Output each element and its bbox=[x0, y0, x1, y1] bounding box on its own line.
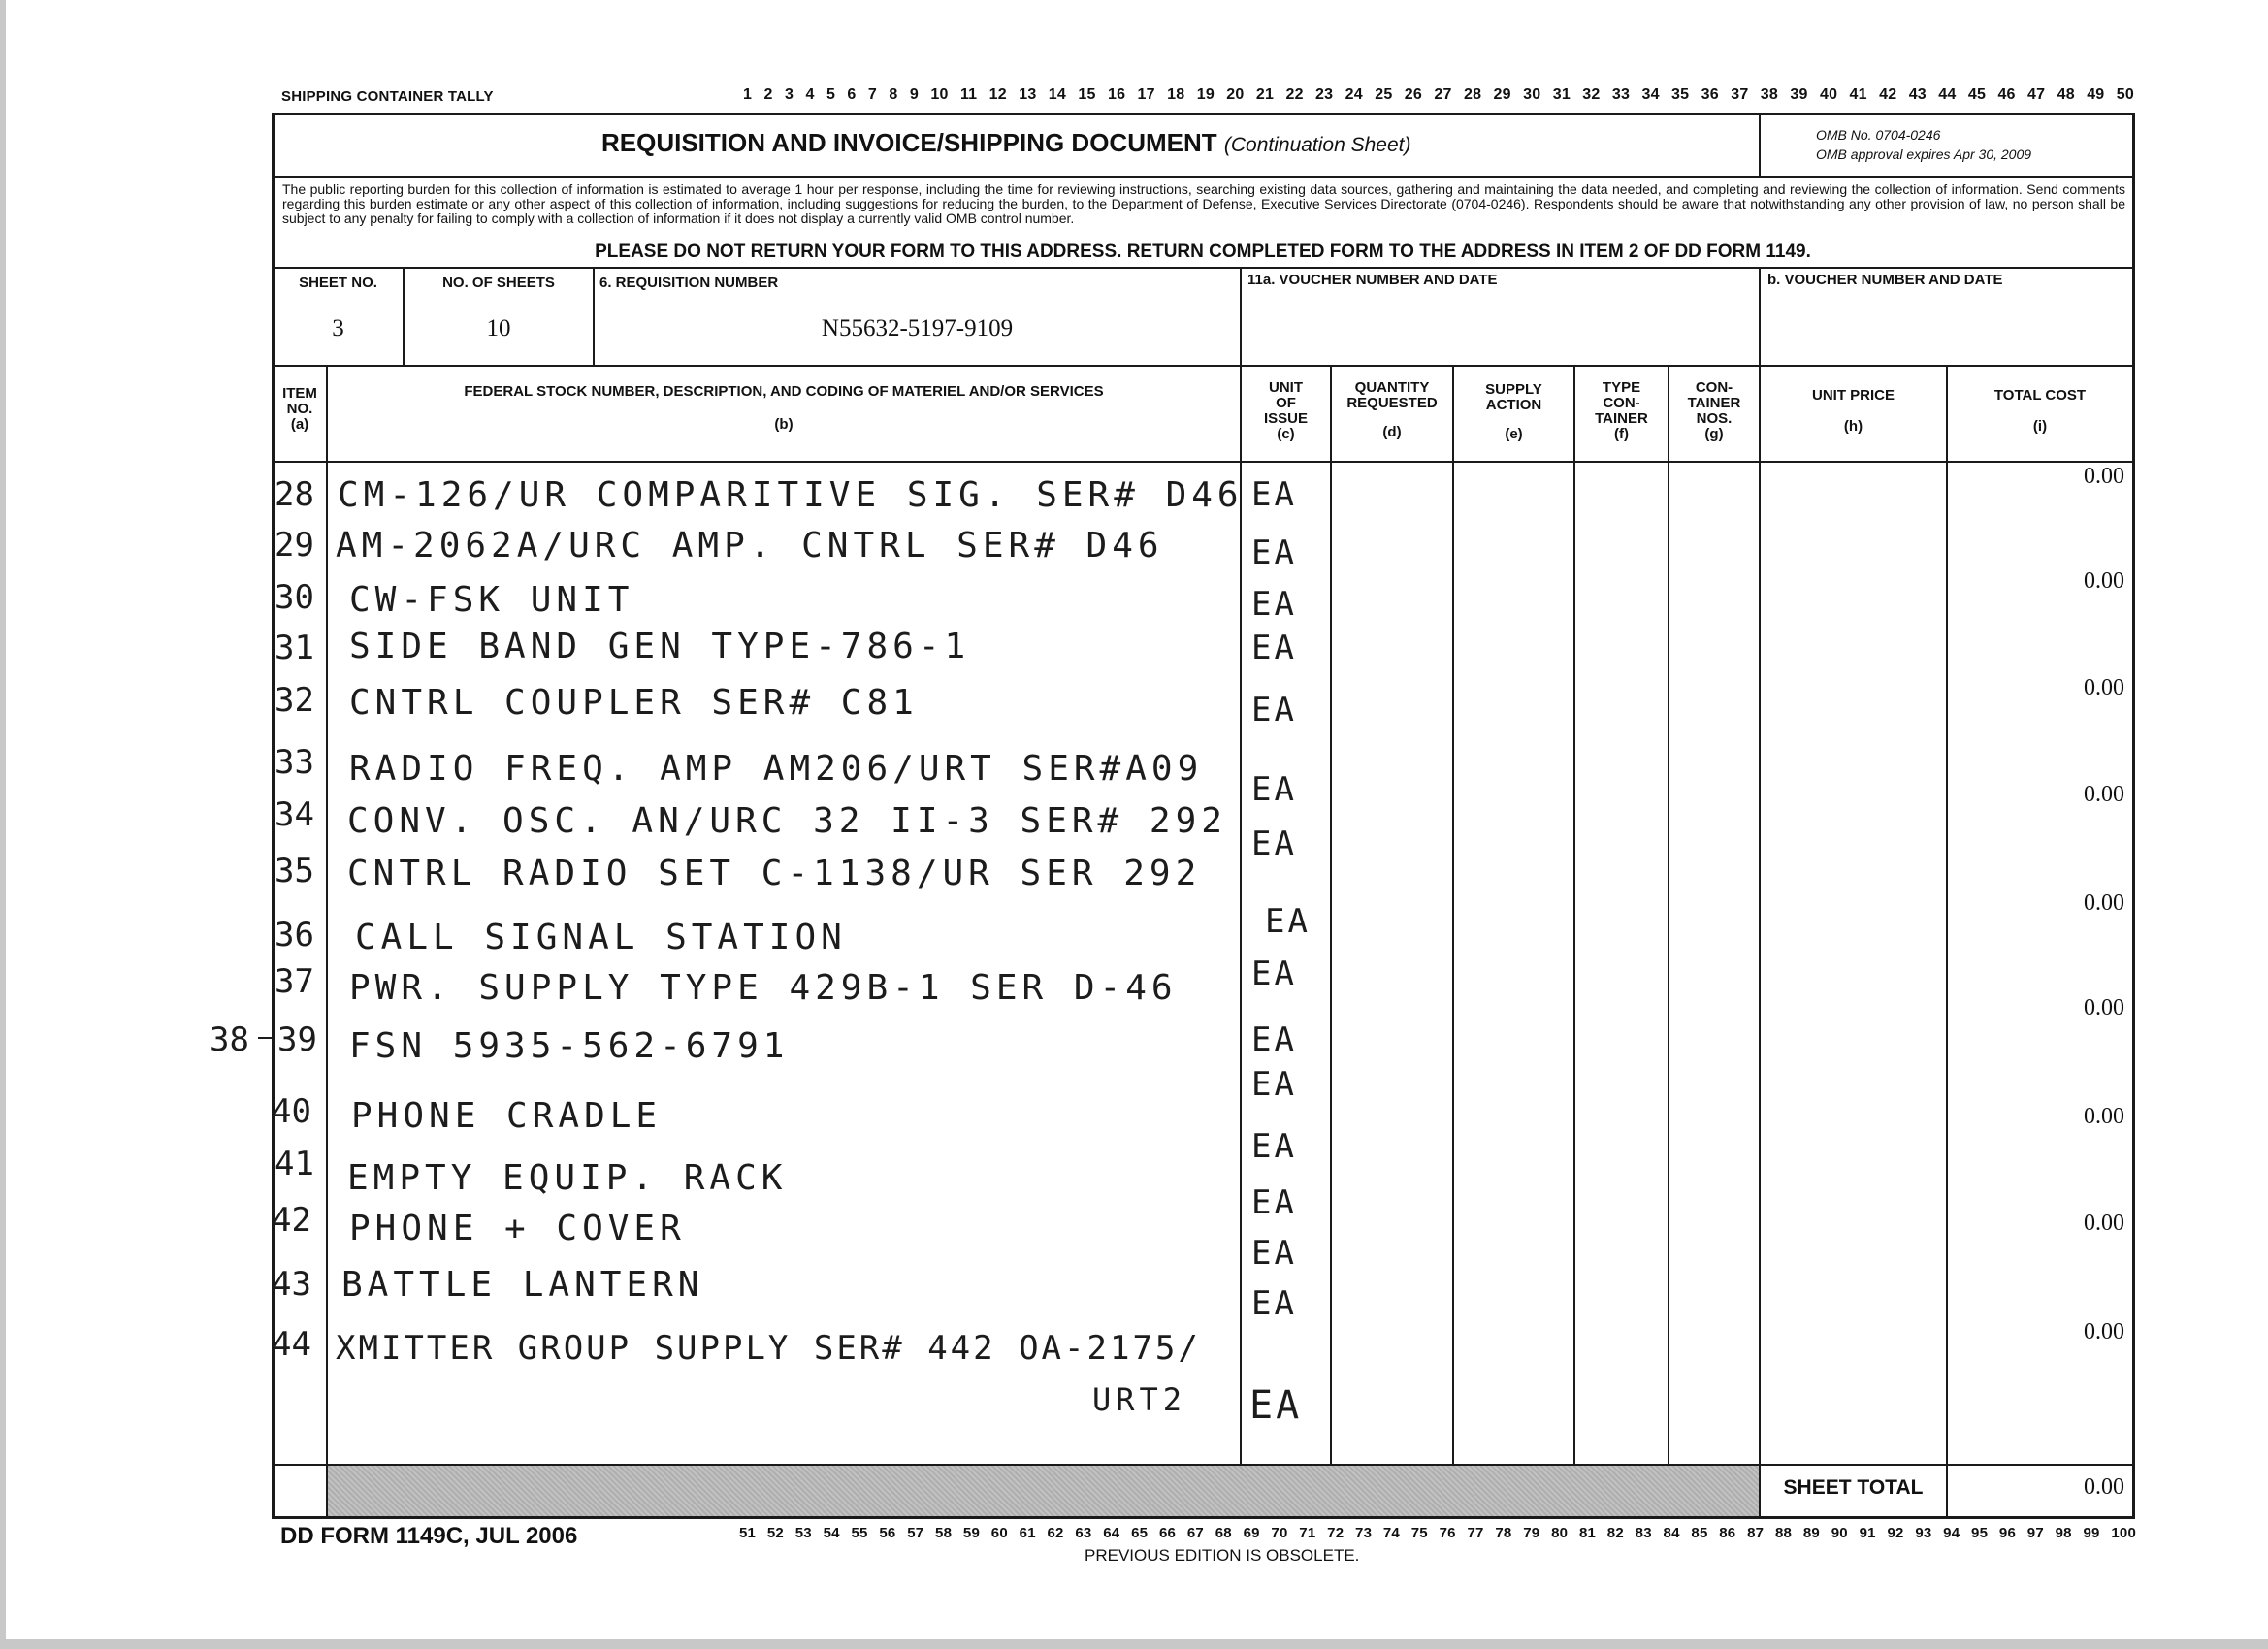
item-unit: EA bbox=[1251, 691, 1297, 729]
total-cost-value: 0.00 bbox=[2084, 568, 2124, 594]
item-description: CALL SIGNAL STATION bbox=[355, 918, 847, 957]
total-cost-value: 0.00 bbox=[2084, 1211, 2124, 1236]
col-header-quantity: QUANTITY REQUESTED (d) bbox=[1346, 379, 1438, 440]
col-header-type-container: TYPE CON- TAINER (f) bbox=[1595, 379, 1648, 442]
item-description: RADIO FREQ. AMP AM206/URT SER#A09 bbox=[349, 749, 1204, 789]
margin-note: 38 bbox=[210, 1020, 249, 1059]
item-description: PHONE CRADLE bbox=[351, 1096, 663, 1136]
item-no: 41 bbox=[275, 1145, 314, 1183]
total-cost-value: 0.00 bbox=[2084, 675, 2124, 700]
total-cost-value: 0.00 bbox=[2084, 1319, 2124, 1344]
no-of-sheets-label: NO. OF SHEETS bbox=[442, 275, 555, 291]
item-unit: EA bbox=[1251, 629, 1297, 667]
total-cost-value: 0.00 bbox=[2084, 1104, 2124, 1129]
sheet-total-value: 0.00 bbox=[2084, 1474, 2124, 1500]
no-of-sheets-value: 10 bbox=[486, 315, 511, 341]
form-id: DD FORM 1149C, JUL 2006 bbox=[280, 1523, 578, 1549]
sheet-no-value: 3 bbox=[332, 315, 344, 341]
tally-bottom-numbers: 51 52 53 54 55 56 57 58 59 60 61 62 63 64 65 66 67 68 69 70 71 72 73 74 75 76 77 78 79 80 81 82 83 84 85 86 87 88 89 90 91 92 93 94 95 96 97 98 99 100 bbox=[739, 1525, 2136, 1541]
item-description: SIDE BAND GEN TYPE-786-1 bbox=[349, 627, 971, 666]
col-header-unit-of-issue: UNIT OF ISSUE (c) bbox=[1263, 379, 1308, 442]
shipping-container-tally-label: SHIPPING CONTAINER TALLY bbox=[281, 88, 494, 105]
total-cost-value: 0.00 bbox=[2084, 890, 2124, 916]
item-unit: EA bbox=[1251, 770, 1297, 809]
item-no: 40 bbox=[272, 1092, 311, 1131]
item-description: PHONE + COVER bbox=[349, 1209, 686, 1248]
item-description: CM-126/UR COMPARITIVE SIG. SER# D46 bbox=[338, 475, 1244, 515]
item-no: 30 bbox=[275, 578, 314, 617]
item-description: CW-FSK UNIT bbox=[349, 580, 634, 620]
col-header-description: FEDERAL STOCK NUMBER, DESCRIPTION, AND CODING OF MATERIEL AND/OR SERVICES (b) bbox=[464, 383, 1104, 433]
shaded-area bbox=[328, 1466, 1759, 1516]
item-no: 36 bbox=[275, 916, 314, 954]
previous-edition-notice: PREVIOUS EDITION IS OBSOLETE. bbox=[1085, 1546, 1360, 1565]
voucher-a-label: 11a. VOUCHER NUMBER AND DATE bbox=[1247, 272, 1498, 288]
item-unit: EA bbox=[1251, 824, 1297, 863]
voucher-b-label: b. VOUCHER NUMBER AND DATE bbox=[1767, 272, 2003, 288]
item-unit: EA bbox=[1251, 534, 1297, 572]
omb-number: OMB No. 0704-0246 bbox=[1816, 127, 1941, 143]
col-header-container-nos: CON- TAINER NOS. (g) bbox=[1687, 379, 1741, 442]
col-header-total-cost: TOTAL COST (i) bbox=[1993, 387, 2087, 435]
item-unit: EA bbox=[1251, 585, 1297, 624]
item-no: 39 bbox=[277, 1020, 317, 1059]
item-description: EMPTY EQUIP. RACK bbox=[347, 1158, 788, 1198]
total-cost-value: 0.00 bbox=[2084, 782, 2124, 807]
item-description: CNTRL RADIO SET C-1138/UR SER 292 bbox=[347, 854, 1202, 893]
total-cost-value: 0.00 bbox=[2084, 995, 2124, 1020]
item-description: AM-2062A/URC AMP. CNTRL SER# D46 bbox=[336, 526, 1164, 566]
burden-statement: The public reporting burden for this collection of information is estimated to average 1 hour per response, including the time for reviewing instructions, searching existing data sources, gathering and maintaining the data needed, and completing and reviewing the collection of information. Send comments regarding this burden estimate or any other aspect of this collection of information, including suggestions for reducing the burden, to the Department of Defense, Executive Services Directorate (0704-0246). Respondents should be aware that notwithstanding any other provision of law, no person shall be subject to any penalty for failing to comply with a collection of information if it does not display a currently valid OMB control number. bbox=[282, 181, 2125, 226]
item-unit: EA bbox=[1251, 475, 1297, 514]
item-no: 29 bbox=[275, 526, 314, 565]
scan-edge-bottom bbox=[0, 1639, 2268, 1649]
item-no: 43 bbox=[272, 1265, 311, 1304]
col-header-unit-price: UNIT PRICE (h) bbox=[1811, 387, 1895, 435]
requisition-number-label: 6. REQUISITION NUMBER bbox=[599, 275, 779, 291]
total-cost-value: 0.00 bbox=[2084, 464, 2124, 489]
item-unit: EA bbox=[1251, 1065, 1297, 1104]
item-description: PWR. SUPPLY TYPE 429B-1 SER D-46 bbox=[349, 968, 1178, 1008]
sheet-no-label: SHEET NO. bbox=[299, 275, 377, 291]
item-no: 28 bbox=[275, 475, 314, 514]
requisition-number-value: N55632-5197-9109 bbox=[821, 315, 1014, 341]
item-unit: EA bbox=[1265, 902, 1311, 941]
item-description: URT2 bbox=[1092, 1381, 1187, 1418]
item-description: CONV. OSC. AN/URC 32 II-3 SER# 292 bbox=[347, 801, 1227, 841]
item-unit: EA bbox=[1251, 1284, 1297, 1323]
omb-expiry: OMB approval expires Apr 30, 2009 bbox=[1816, 146, 2032, 162]
item-unit: EA bbox=[1251, 1020, 1297, 1059]
item-no: 37 bbox=[275, 962, 314, 1001]
margin-dash bbox=[258, 1037, 274, 1039]
item-unit: EA bbox=[1249, 1383, 1303, 1428]
item-no: 35 bbox=[275, 852, 314, 890]
item-description: FSN 5935-562-6791 bbox=[349, 1026, 790, 1066]
item-no: 33 bbox=[275, 743, 314, 782]
item-no: 44 bbox=[272, 1325, 311, 1364]
col-header-item-no: ITEM NO. (a) bbox=[282, 385, 317, 433]
sheet-total-label: SHEET TOTAL bbox=[1783, 1476, 1924, 1499]
return-notice: PLEASE DO NOT RETURN YOUR FORM TO THIS ADDRESS. RETURN COMPLETED FORM TO THE ADDRESS IN ITEM 2 OF DD FORM 1149. bbox=[595, 242, 1811, 262]
tally-top-numbers: 1 2 3 4 5 6 7 8 9 10 11 12 13 14 15 16 17 18 19 20 21 22 23 24 25 26 27 28 29 30 31 32 33 34 35 36 37 38 39 40 41 42 43 44 45 46 47 48 49 50 bbox=[743, 86, 2134, 103]
item-unit: EA bbox=[1251, 1234, 1297, 1273]
item-no: 34 bbox=[275, 795, 314, 834]
item-unit: EA bbox=[1251, 954, 1297, 993]
item-description: BATTLE LANTERN bbox=[341, 1265, 704, 1305]
item-unit: EA bbox=[1251, 1183, 1297, 1222]
item-unit: EA bbox=[1251, 1127, 1297, 1166]
item-no: 31 bbox=[275, 629, 314, 667]
item-description: CNTRL COUPLER SER# C81 bbox=[349, 683, 919, 723]
item-no: 32 bbox=[275, 681, 314, 720]
scan-edge-left bbox=[0, 0, 6, 1649]
col-header-supply-action: SUPPLY ACTION (e) bbox=[1485, 381, 1542, 442]
form-title: REQUISITION AND INVOICE/SHIPPING DOCUMENT (Continuation Sheet) bbox=[601, 128, 1411, 157]
item-description: XMITTER GROUP SUPPLY SER# 442 OA-2175/ bbox=[336, 1329, 1201, 1368]
item-no: 42 bbox=[272, 1201, 311, 1240]
